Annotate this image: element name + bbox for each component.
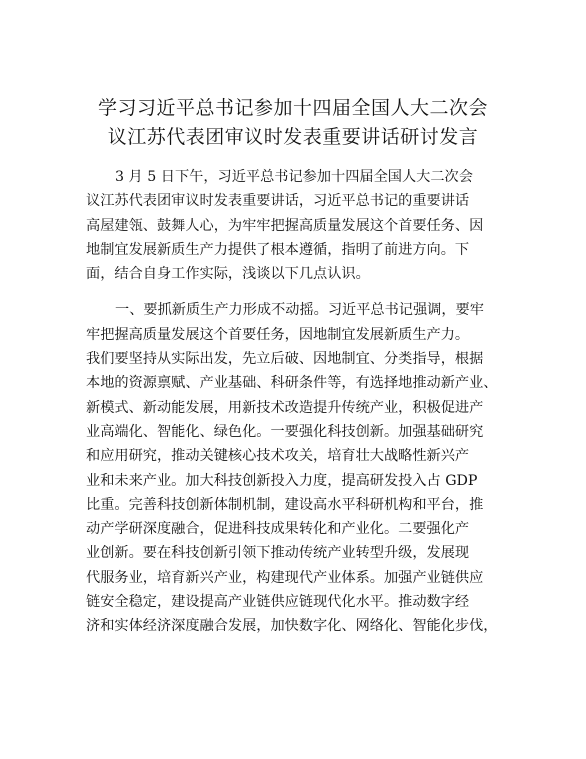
paragraph-line: 地制宜发展新质生产力提供了根本遵循，指明了前进方向。下: [86, 241, 470, 258]
paragraph-line: 一、要抓新质生产力形成不动摇。习近平总书记强调，要牢: [115, 302, 484, 319]
paragraph-line: 面，结合自身工作实际，浅谈以下几点认识。: [86, 266, 370, 283]
paragraph-line: 比重。完善科技创新体制机制，建设高水平科研机构和平台，推: [86, 496, 484, 513]
paragraph-line: 动产学研深度融合，促进科技成果转化和产业化。二要强化产: [86, 521, 470, 538]
paragraph-line: 业高端化、智能化、绿色化。一要强化科技创新。加强基础研究: [86, 423, 484, 440]
paragraph-line: 业和未来产业。加大科技创新投入力度，提高研发投入占 GDP: [86, 472, 478, 489]
paragraph-line: 链安全稳定，建设提高产业链供应链现代化水平。推动数字经: [86, 594, 470, 611]
title-line: 议江苏代表团审议时发表重要讲话研讨发言: [107, 126, 479, 148]
paragraph-line: 业创新。要在科技创新引领下推动传统产业转型升级，发展现: [86, 545, 470, 562]
paragraph-line: 高屋建瓴、鼓舞人心，为牢牢把握高质量发展这个首要任务、因: [86, 217, 484, 234]
title-line: 学习习近平总书记参加十四届全国人大二次会: [97, 97, 488, 119]
paragraph-line: 议江苏代表团审议时发表重要讲话，习近平总书记的重要讲话: [86, 193, 470, 210]
intro-paragraph: [86, 165, 506, 286]
paragraph-line: 新模式、新动能发展，用新技术改造提升传统产业，积极促进产: [86, 399, 484, 416]
paragraph-line: 代服务业，培育新兴产业，构建现代产业体系。加强产业链供应: [86, 569, 484, 586]
section-one-paragraph: [86, 298, 506, 638]
paragraph-line: 济和实体经济深度融合发展，加快数字化、网络化、智能化步伐，: [86, 618, 498, 635]
paragraph-line: 本地的资源禀赋、产业基础、科研条件等，有选择地推动新产业、: [86, 375, 498, 392]
document-body: [86, 165, 506, 651]
paragraph-line: 和应用研究，推动关键核心技术攻关，培育壮大战略性新兴产: [86, 448, 470, 465]
paragraph-line: 牢把握高质量发展这个首要任务，因地制宜发展新质生产力。: [86, 326, 470, 343]
paragraph-line: 3 月 5 日下午，习近平总书记参加十四届全国人大二次会: [115, 169, 473, 185]
paragraph-line: 我们要坚持从实际出发，先立后破、因地制宜、分类指导，根据: [86, 351, 484, 368]
document-title: [60, 94, 526, 152]
